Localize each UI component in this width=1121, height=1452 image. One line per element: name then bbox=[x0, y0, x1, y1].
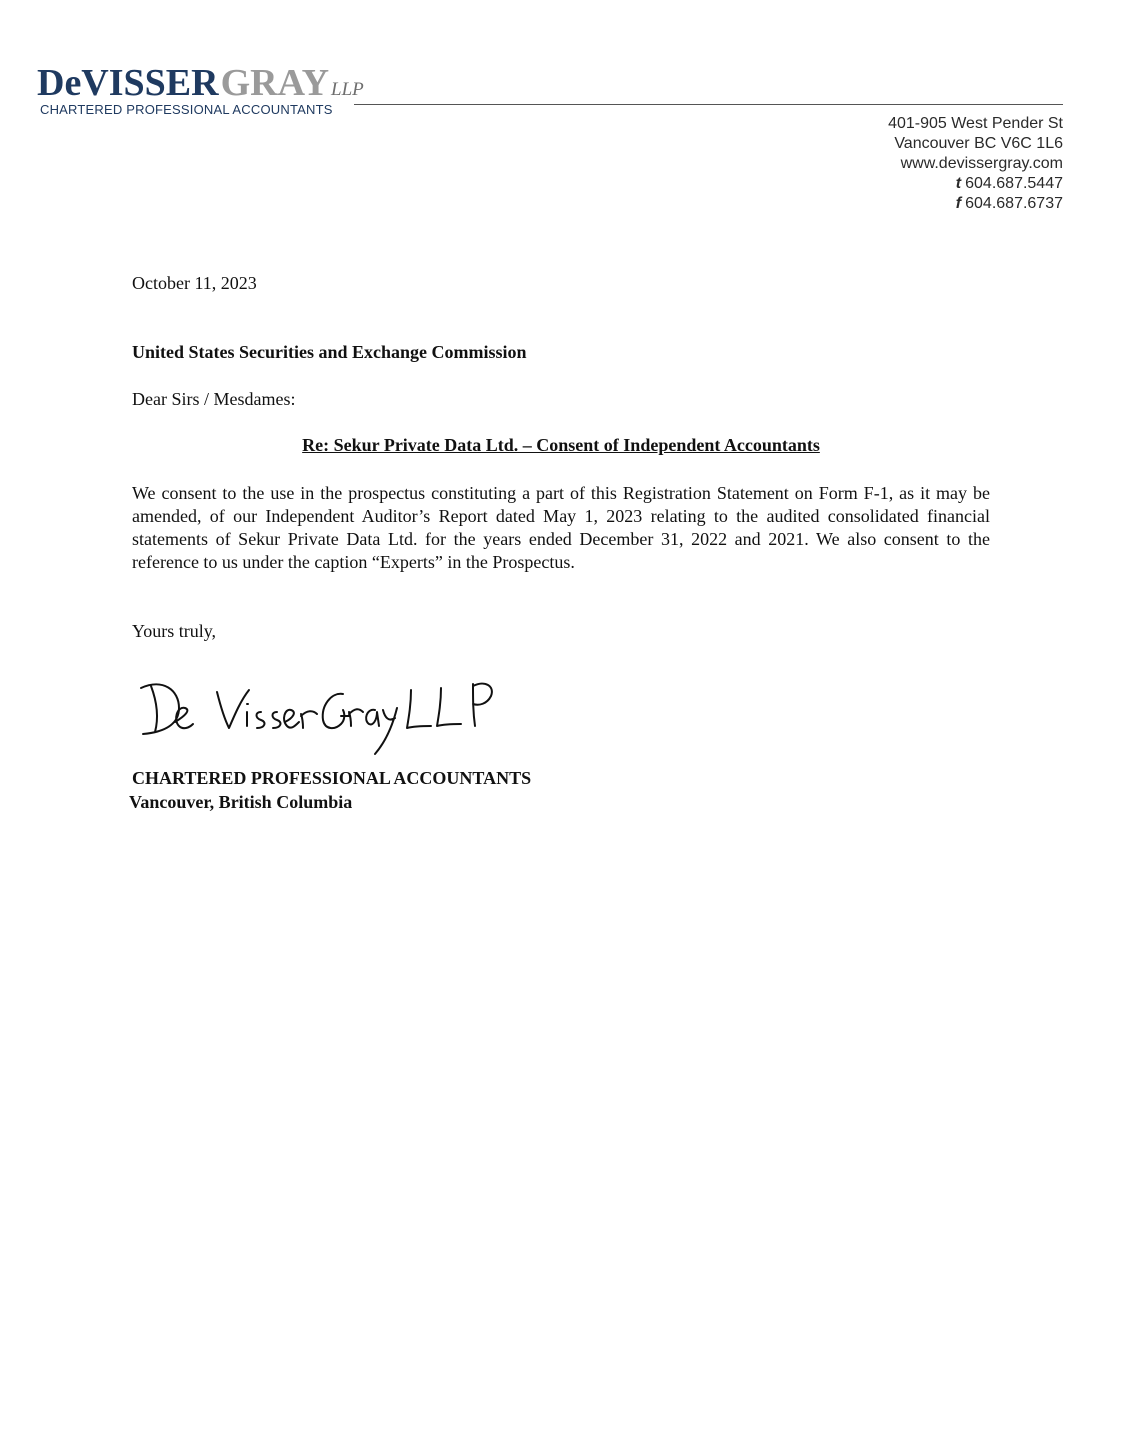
firm-designation: CHARTERED PROFESSIONAL ACCOUNTANTS bbox=[132, 768, 532, 788]
address-fax bbox=[888, 194, 1063, 214]
letter-closing: Yours truly, bbox=[132, 621, 217, 641]
firm-location: Vancouver, British Columbia bbox=[129, 792, 353, 812]
address-city: Vancouver BC V6C 1L6 bbox=[894, 135, 1063, 152]
company-logo bbox=[37, 64, 364, 102]
letter-salutation: Dear Sirs / Mesdames: bbox=[132, 389, 296, 409]
logo-llp-text: LLP bbox=[331, 79, 364, 100]
logo-gray-text: GRAY bbox=[220, 62, 330, 104]
fax-number: 604.687.6737 bbox=[965, 195, 1063, 212]
letter-date: October 11, 2023 bbox=[132, 273, 257, 293]
letter-subject: Re: Sekur Private Data Ltd. – Consent of Independent Accountants bbox=[302, 435, 820, 455]
header-divider bbox=[354, 104, 1063, 105]
letter-body: We consent to the use in the prospectus constituting a part of this Registration Statement on Form F-1, as it may be amended, of our Independent Auditor’s Report dated May 1, 2023 relating to the audited consolidated financial statements of Sekur Private Data Ltd. for the years ended December 31, 2022 and 2021. We also consent to the reference to us under the caption “Experts” in the Prospectus. bbox=[132, 483, 990, 572]
letter-recipient: United States Securities and Exchange Commission bbox=[132, 342, 527, 362]
handwritten-signature bbox=[135, 672, 505, 762]
logo-tagline: CHARTERED PROFESSIONAL ACCOUNTANTS bbox=[40, 102, 333, 117]
address-website: www.devissergray.com bbox=[900, 155, 1063, 172]
fax-prefix: f bbox=[955, 195, 962, 212]
logo-devisser-text: DeVISSER bbox=[37, 62, 219, 104]
phone-prefix: t bbox=[955, 175, 962, 192]
firm-address-block bbox=[888, 114, 1063, 214]
address-street: 401-905 West Pender St bbox=[888, 115, 1063, 132]
address-phone bbox=[888, 174, 1063, 194]
phone-number: 604.687.5447 bbox=[965, 175, 1063, 192]
